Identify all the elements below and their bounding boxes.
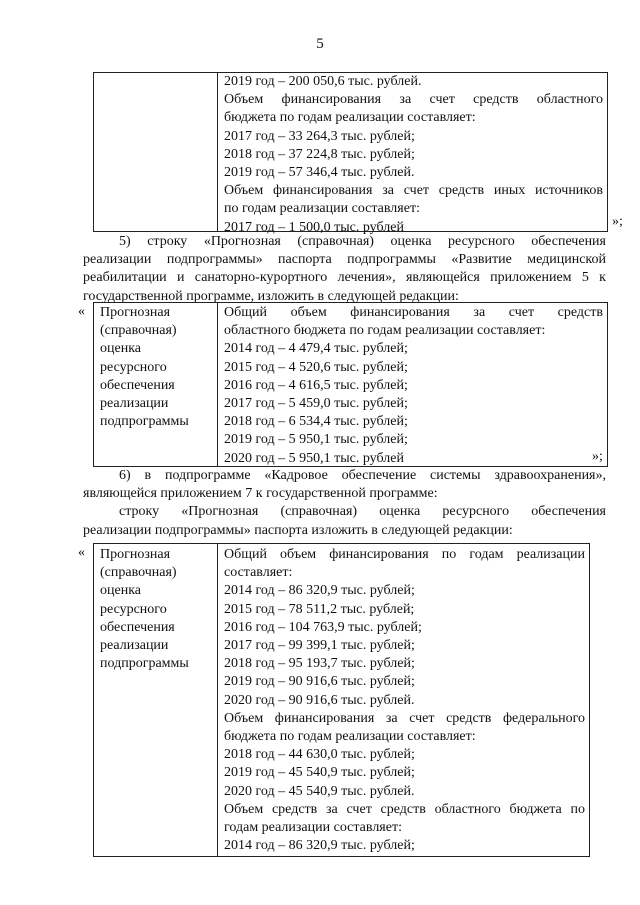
paragraph-line: реабилитации и санаторно-курортного лечения», являющейся приложением 5 к xyxy=(83,270,606,286)
text-line: 2014 год – 86 320,9 тыс. рублей; xyxy=(224,583,415,599)
text-line: Объем финансирования за счет средств областного xyxy=(224,92,603,108)
text-line: Объем финансирования за счет средств федерального xyxy=(224,710,585,726)
opening-quote: « xyxy=(78,545,85,560)
text-line: Объем финансирования за счет средств иных источников xyxy=(224,183,603,199)
text-line: по годам реализации составляет: xyxy=(224,201,420,217)
table-left-cell xyxy=(94,73,218,231)
table-resource-estimate-7 xyxy=(93,543,590,857)
text-line: 2017 год – 33 264,3 тыс. рублей; xyxy=(224,128,415,144)
text-line: 2019 год – 200 050,6 тыс. рублей. xyxy=(224,74,422,89)
text-line: 2017 год – 5 459,0 тыс. рублей; xyxy=(224,396,408,412)
text-line: 2015 год – 4 520,6 тыс. рублей; xyxy=(224,359,408,375)
text-line: 2016 год – 4 616,5 тыс. рублей; xyxy=(224,377,408,393)
text-line: бюджета по годам реализации составляет: xyxy=(224,729,476,745)
closing-quote: »; xyxy=(592,449,603,464)
text-line: 2019 год – 57 346,4 тыс. рублей. xyxy=(224,165,415,181)
label-line: Прогнозная xyxy=(100,305,171,320)
label-line: ресурсного xyxy=(100,601,167,617)
table-left-cell xyxy=(94,544,218,856)
text-line: 2018 год – 6 534,4 тыс. рублей; xyxy=(224,414,408,430)
text-line: 2020 год – 90 916,6 тыс. рублей. xyxy=(224,692,415,708)
paragraph-line: являющейся приложением 7 к государственной программе: xyxy=(83,486,438,502)
paragraph-line: 5) строку «Прогнозная (справочная) оценка ресурсного обеспечения xyxy=(119,234,606,249)
label-line: подпрограммы xyxy=(100,656,189,672)
label-line: (справочная) xyxy=(100,323,177,339)
label-line: ресурсного xyxy=(100,359,167,375)
opening-quote: « xyxy=(78,304,85,319)
paragraph-line: государственной программе, изложить в следующей редакции: xyxy=(83,288,459,304)
text-line: составляет: xyxy=(224,565,293,581)
text-line: Общий объем финансирования по годам реализации xyxy=(224,547,585,562)
page-number: 5 xyxy=(316,36,324,52)
paragraph-5 xyxy=(83,233,606,306)
text-line: бюджета по годам реализации составляет: xyxy=(224,110,476,126)
label-line: оценка xyxy=(100,341,142,357)
label-line: (справочная) xyxy=(100,565,177,581)
table-right-cell xyxy=(218,544,589,856)
label-line: реализации xyxy=(100,638,169,654)
label-line: реализации xyxy=(100,396,169,412)
label-line: подпрограммы xyxy=(100,414,189,430)
text-line: 2015 год – 78 511,2 тыс. рублей; xyxy=(224,601,415,617)
text-line: областного бюджета по годам реализации составляет: xyxy=(224,323,546,339)
table-right-cell xyxy=(218,73,607,235)
text-line: 2019 год – 45 540,9 тыс. рублей; xyxy=(224,765,415,781)
table-left-cell xyxy=(94,303,218,466)
text-line: Общий объем финансирования за счет средств xyxy=(224,305,603,320)
text-line: 2020 год – 5 950,1 тыс. рублей xyxy=(224,450,404,466)
paragraph-line: строку «Прогнозная (справочная) оценка ресурсного обеспечения xyxy=(119,504,606,520)
paragraph-6 xyxy=(83,467,606,540)
text-line: 2014 год – 86 320,9 тыс. рублей; xyxy=(224,838,415,854)
paragraph-line: 6) в подпрограмме «Кадровое обеспечение системы здравоохранения», xyxy=(119,468,606,483)
label-line: обеспечения xyxy=(100,377,175,393)
paragraph-line: реализации подпрограммы» паспорта изложить в следующей редакции: xyxy=(83,522,513,538)
text-line: 2020 год – 45 540,9 тыс. рублей. xyxy=(224,783,415,799)
paragraph-line: реализации подпрограммы» паспорта подпрограммы «Развитие медицинской xyxy=(83,252,606,268)
text-line: 2018 год – 44 630,0 тыс. рублей; xyxy=(224,747,415,763)
text-line: 2014 год – 4 479,4 тыс. рублей; xyxy=(224,341,408,357)
label-line: обеспечения xyxy=(100,619,175,635)
table-right-cell xyxy=(218,303,607,466)
text-line: 2019 год – 90 916,6 тыс. рублей; xyxy=(224,674,415,690)
text-line: годам реализации составляет: xyxy=(224,820,402,836)
text-line: 2016 год – 104 763,9 тыс. рублей; xyxy=(224,619,422,635)
label-line: оценка xyxy=(100,583,142,599)
label-line: Прогнозная xyxy=(100,547,171,562)
closing-quote: »; xyxy=(612,214,623,229)
text-line: 2019 год – 5 950,1 тыс. рублей; xyxy=(224,432,408,448)
text-line: 2018 год – 37 224,8 тыс. рублей; xyxy=(224,146,415,162)
table-continuation xyxy=(93,72,608,235)
text-line: 2017 год – 99 399,1 тыс. рублей; xyxy=(224,638,415,654)
text-line: 2017 год – 1 500,0 тыс. рублей xyxy=(224,219,404,235)
text-line: Объем средств за счет средств областного бюджета по xyxy=(224,801,585,817)
text-line: 2018 год – 95 193,7 тыс. рублей; xyxy=(224,656,415,672)
table-resource-estimate-5 xyxy=(93,302,608,467)
